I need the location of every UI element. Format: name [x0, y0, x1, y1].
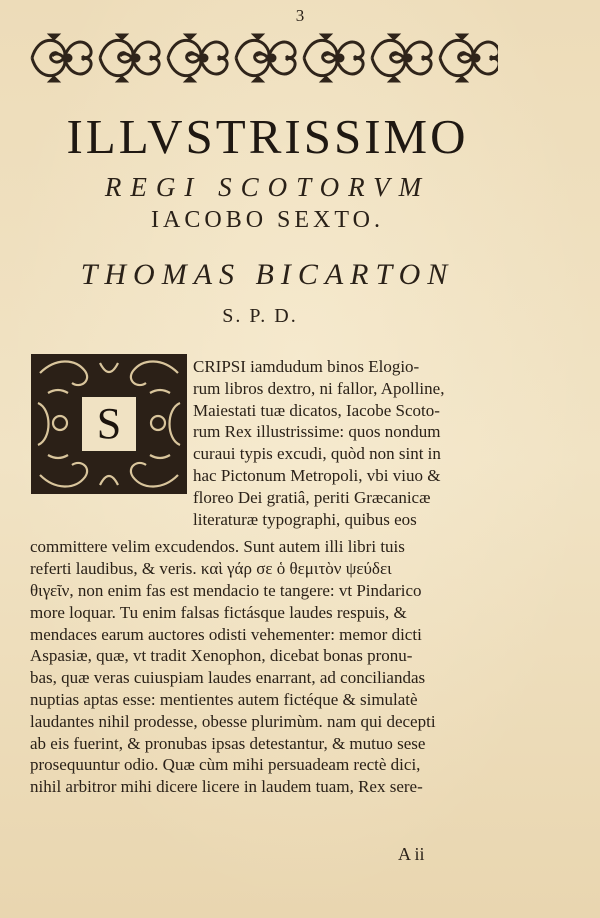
ornament-unit: [32, 34, 91, 82]
dedication-title: ILLVSTRISSIMO: [66, 109, 469, 164]
text-line: rum Rex illustrissime: quos nondum: [193, 422, 441, 442]
text-line: floreo Dei gratiâ, periti Græcanicæ: [193, 487, 431, 507]
text-line: ab eis fuerint, & pronubas ipsas detestantur, & mutuo sese: [30, 733, 426, 753]
decorated-initial: [30, 353, 188, 495]
dedication-recipient-name: IACOBO SEXTO.: [151, 207, 384, 233]
text-line: Aspasiæ, quæ, vt tradit Xenophon, dicebat bonas pronu-: [30, 646, 413, 666]
page-number: 3: [295, 6, 305, 25]
text-line: literaturæ typographi, quibus eos: [193, 509, 417, 529]
text-line: more loquar. Tu enim falsas fictásque laudes respuis, &: [30, 602, 407, 622]
text-line: curaui typis excudi, quòd non sint in: [193, 444, 441, 464]
initial-letter: S: [80, 395, 138, 453]
text-line: Maiestati tuæ dicatos, Iacobe Scoto-: [193, 400, 440, 420]
text-line: prosequuntur odio. Quæ cùm mihi persuadeam rectè dici,: [30, 755, 421, 775]
text-line: hac Pictonum Metropoli, vbi viuo &: [193, 466, 441, 485]
ornament-unit: [236, 34, 295, 82]
ornament-unit: [168, 34, 227, 82]
text-line: mendaces earum auctores odisti vehementer: memor dicti: [30, 624, 422, 644]
salutation: S. P. D.: [222, 305, 298, 327]
text-line: rum libros dextro, ni fallor, Apolline,: [193, 378, 445, 398]
ornament-unit: [372, 34, 431, 82]
ornament-unit: [304, 34, 363, 82]
text-line: nihil arbitror mihi dicere licere in laudem tuam, Rex sere-: [30, 777, 423, 797]
author-name: THOMAS BICARTON: [80, 258, 455, 291]
text-line: committere velim excudendos. Sunt autem illi libri tuis: [30, 537, 405, 557]
text-line: CRIPSI iamdudum binos Elogio-: [193, 357, 420, 376]
headpiece-ornament: [28, 28, 498, 88]
ornament-unit: [100, 34, 159, 82]
text-line: nuptias aptas esse: mentientes autem fictéque & simulatè: [30, 690, 418, 709]
text-line: θιγεῖν, non enim fas est mendacio te tangere: vt Pindarico: [30, 581, 422, 600]
catchword: A ii: [398, 844, 425, 864]
dedication-recipient: REGI SCOTORVM: [104, 172, 431, 202]
text-line: referti laudibus, & veris. καὶ γάρ σε ὁ θεμιτὸν ψεύδει: [30, 559, 392, 579]
ornament-unit: [440, 34, 498, 82]
text-line: bas, quæ veras cuiuspiam laudes enarrant, ad conciliandas: [30, 668, 426, 688]
text-line: laudantes nihil prodesse, obesse plurimùm. nam qui decepti: [30, 711, 436, 731]
